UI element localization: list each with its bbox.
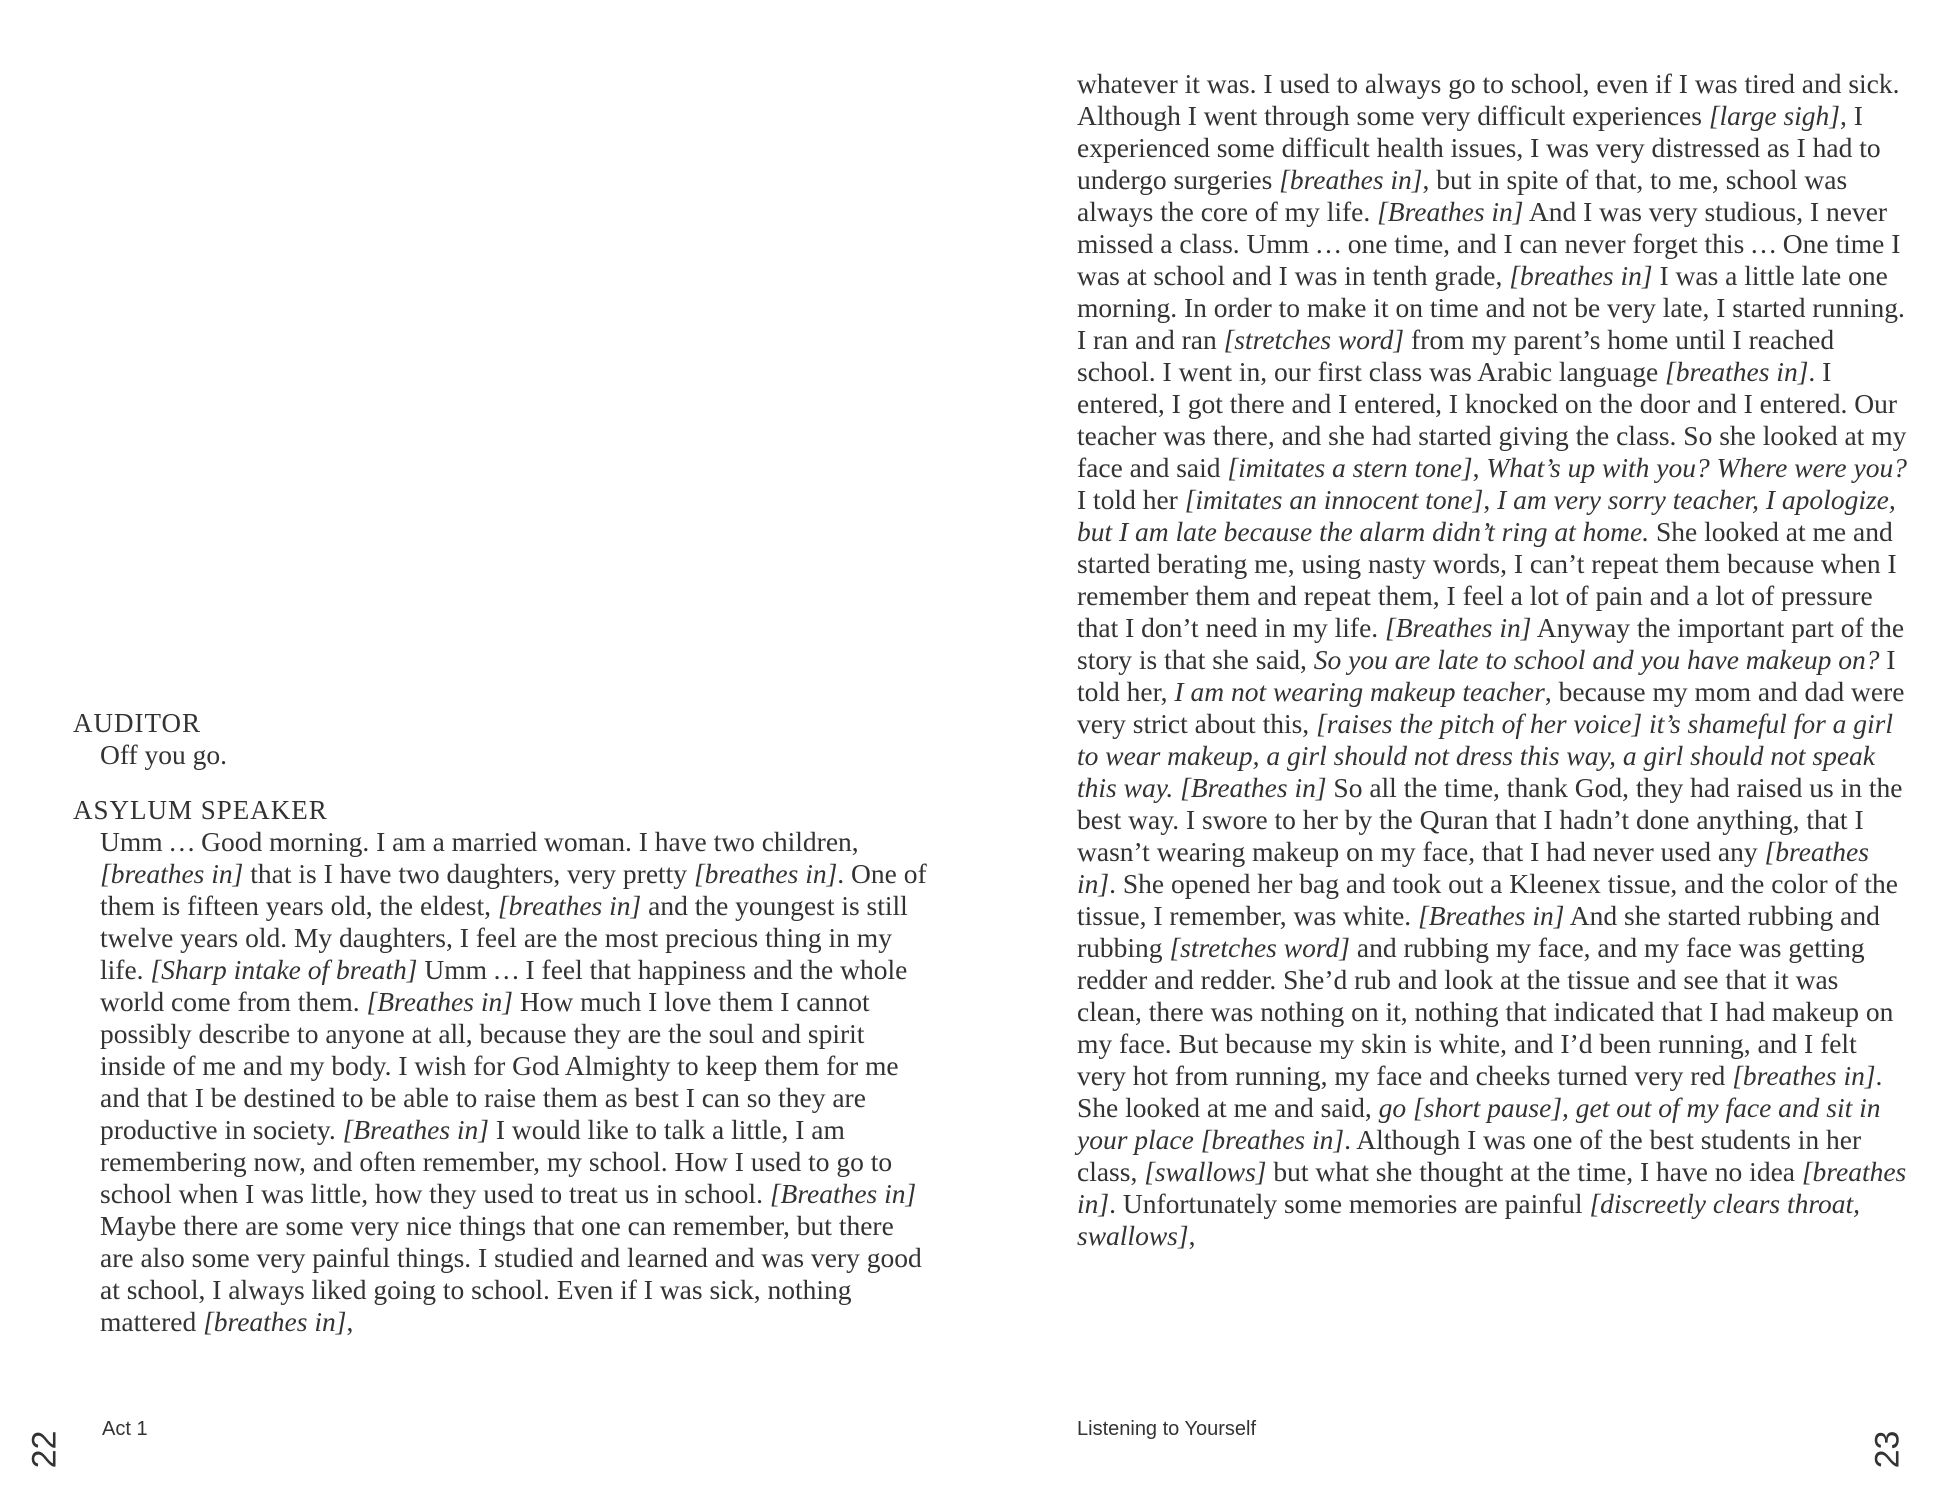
speech-segment: . Although I was one of the best students in her class, — [1077, 1124, 1862, 1187]
running-footer: Listening to Yourself — [1077, 1418, 1257, 1440]
speaker-block-asylum-speaker — [73, 794, 933, 1338]
running-footer: Act 1 — [102, 1418, 148, 1440]
speech-segment: from my parent’s home until I reached school. I went in, our first class was Arabic language — [1077, 324, 1835, 387]
speech-segment: , but in spite of that, to me, school was always the core of my life. — [1077, 164, 1848, 227]
speech-segment: . Unfortunately some memories are painful — [1109, 1188, 1590, 1219]
speech-segment: I told her, — [1077, 644, 1896, 707]
stage-direction: [breathes in] — [1509, 260, 1653, 291]
speech-segment: So all the time, thank God, they had raised us in the best way. I swore to her by the Quran that I hadn’t done anything, that I wasn’t wearing makeup on my face, that I had never used any — [1077, 772, 1903, 867]
stage-direction: I am very sorry teacher, I apologize, but I am late because the alarm didn’t ring at home. — [1077, 484, 1896, 547]
stage-direction: [Breathes in] — [1377, 196, 1524, 227]
speaker-name: AUDITOR — [73, 708, 201, 738]
stage-direction: [stretches word] — [1169, 932, 1350, 963]
stage-direction: [swallows] — [1144, 1156, 1267, 1187]
speaker-name: ASYLUM SPEAKER — [73, 795, 328, 825]
stage-direction: [discreetly clears throat, swallows] — [1077, 1188, 1861, 1251]
speech-segment: . One of them is fifteen years old, the eldest, — [100, 858, 927, 921]
speech-segment: but what she thought at the time, I have no idea — [1266, 1156, 1802, 1187]
stage-direction: [imitates a stern tone] — [1227, 452, 1473, 483]
left-page — [0, 0, 970, 1500]
stage-direction: [stretches word] — [1223, 324, 1405, 355]
speech-segment: , — [346, 1306, 354, 1337]
speech-segment: , because my mom and dad were very strict about this, — [1077, 676, 1905, 739]
stage-direction: [breathes in] — [1665, 356, 1809, 387]
speech-segment: And I was very studious, I never missed a class. Umm … one time, and I can never forget this … One time I was at school and I was in tenth grade, — [1077, 196, 1901, 291]
speech-segment: I was a little late one morning. In order to make it on time and not be very late, I started running. I ran and ran — [1077, 260, 1905, 355]
stage-direction: [raises the pitch of her voice] it’s shameful for a girl to wear makeup, a girl should not dress this way, a girl should not speak this way. — [1077, 708, 1894, 803]
stage-direction: go [short pause], get out of my face and sit in your place [breathes in] — [1077, 1092, 1881, 1155]
speech-segment: , — [1472, 452, 1487, 483]
stage-direction: [breathes in] — [1732, 1060, 1876, 1091]
speaker-block-auditor — [73, 707, 933, 771]
page-number: 23 — [1868, 1430, 1907, 1469]
stage-direction: I am not wearing makeup teacher — [1174, 676, 1545, 707]
right-page — [970, 0, 1941, 1500]
speech-segment: Umm … I feel that happiness and the whole world come from them. — [100, 954, 908, 1017]
stage-direction: [Breathes in] — [366, 986, 513, 1017]
speech-segment: whatever it was. I used to always go to school, even if I was tired and sick. Although I went through some very difficult experiences — [1077, 68, 1900, 131]
speech-segment: And she started rubbing and rubbing — [1077, 900, 1880, 963]
speech-text — [100, 826, 933, 1338]
stage-direction: [Breathes in] — [1418, 900, 1565, 931]
speech-segment: , — [1188, 1220, 1196, 1251]
speech-segment: . She looked at me and said, — [1077, 1060, 1883, 1123]
speech-segment: I would like to talk a little, I am remembering now, and often remember, my school. How I used to go to school when I was little, how they used to treat us in school. — [100, 1114, 893, 1209]
left-page-text — [73, 707, 933, 1361]
speech-segment: and rubbing my face, and my face was getting redder and redder. She’d rub and look at the tissue and see that it was clean, there was nothing on it, nothing that indicated that I had makeup on my face. But because my skin is white, and I’d been running, and I felt very hot from running, my face and cheeks turned very red — [1077, 932, 1894, 1091]
stage-direction: [breathes in] — [497, 890, 642, 921]
stage-direction: [breathes in] — [1279, 164, 1423, 195]
stage-direction: [breathes in] — [1077, 836, 1869, 899]
stage-direction: [large sigh] — [1708, 100, 1840, 131]
stage-direction: [Breathes in] — [342, 1114, 490, 1145]
speech-segment: that is I have two daughters, very pretty — [243, 858, 694, 889]
speech-segment: Off you go. — [100, 739, 228, 770]
stage-direction: [Sharp intake of breath] — [150, 954, 418, 985]
speech-segment: Umm … Good morning. I am a married woman. I have two children, — [100, 826, 859, 857]
stage-direction: [Breathes in] — [1385, 612, 1532, 643]
stage-direction: [Breathes in] — [1180, 772, 1327, 803]
speech-segment: , — [1483, 484, 1498, 515]
speech-segment: I told her — [1077, 484, 1185, 515]
speech-segment: , I experienced some difficult health issues, I was very distressed as I had to undergo surgeries — [1077, 100, 1881, 195]
speech-segment: . I entered, I got there and I entered, I knocked on the door and I entered. Our teacher was there, and she had started giving the class. So she looked at my face and said — [1077, 356, 1907, 483]
speech-segment: and the youngest is still twelve years old. My daughters, I feel are the most precious thing in my life. — [100, 890, 908, 985]
speech-segment: . She opened her bag and took out a Kleenex tissue, and the color of the tissue, I remember, was white. — [1077, 868, 1898, 931]
speech-text — [100, 739, 933, 771]
speech-segment: She looked at me and started berating me, using nasty words, I can’t repeat them because when I remember them and repeat them, I feel a lot of pain and a lot of pressure that I don’t need in my life. — [1077, 516, 1897, 643]
right-page-text — [1077, 68, 1907, 1252]
stage-direction: [Breathes in] — [769, 1178, 917, 1209]
stage-direction: What’s up with you? Where were you? — [1486, 452, 1907, 483]
speech-segment: How much I love them I cannot possibly describe to anyone at all, because they are the soul and spirit inside of me and my body. I wish for God Almighty to keep them for me and that I be destined to be able to raise them as best I can so they are productive in society. — [100, 986, 899, 1145]
stage-direction: [imitates an innocent tone] — [1184, 484, 1484, 515]
speech-segment: Anyway the important part of the story is that she said, — [1077, 612, 1905, 675]
stage-direction: So you are late to school and you have makeup on? — [1313, 644, 1880, 675]
stage-direction: [breathes in] — [100, 858, 244, 889]
speech-segment: Maybe there are some very nice things that one can remember, but there are also some very painful things. I studied and learned and was very good at school, I always liked going to school. Even if I was sick, nothing mattered — [100, 1210, 922, 1337]
stage-direction: [breathes in] — [1077, 1156, 1907, 1219]
page-number: 22 — [25, 1430, 64, 1469]
stage-direction: [breathes in] — [203, 1306, 347, 1337]
stage-direction: [breathes in] — [693, 858, 838, 889]
